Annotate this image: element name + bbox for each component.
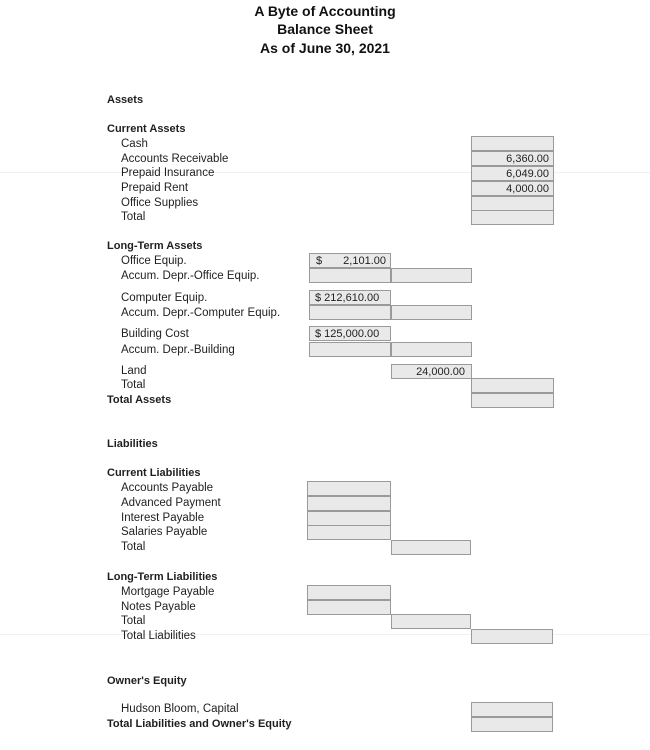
- total-liabilities-cell[interactable]: [471, 629, 553, 644]
- prepaid-rent-cell[interactable]: [471, 181, 554, 196]
- long-term-liabilities-heading: Long-Term Liabilities: [107, 571, 218, 583]
- long-term-liabilities-total-label: Total: [121, 615, 146, 627]
- current-liabilities-total-cell[interactable]: [391, 540, 471, 555]
- owners-equity-heading: Owner's Equity: [107, 675, 187, 687]
- interest-payable-cell[interactable]: [307, 511, 391, 526]
- office-equip-value: 2,101.00: [343, 255, 386, 267]
- statement-date: As of June 30, 2021: [260, 40, 390, 56]
- capital-cell[interactable]: [471, 702, 553, 717]
- advanced-payment-cell[interactable]: [307, 496, 391, 511]
- statement-title: Balance Sheet: [277, 21, 373, 37]
- accounts-receivable-value: 6,360.00: [506, 153, 549, 165]
- land-cell[interactable]: [391, 364, 472, 379]
- accounts-receivable-label: Accounts Receivable: [121, 153, 229, 165]
- notes-payable-label: Notes Payable: [121, 601, 196, 613]
- current-assets-total-cell[interactable]: [471, 210, 554, 225]
- prepaid-rent-label: Prepaid Rent: [121, 182, 189, 194]
- accum-depr-office-label: Accum. Depr.-Office Equip.: [121, 270, 260, 282]
- office-equip-cell[interactable]: [309, 253, 391, 268]
- notes-payable-cell[interactable]: [307, 600, 391, 615]
- prepaid-rent-value: 4,000.00: [506, 183, 549, 195]
- mortgage-payable-label: Mortgage Payable: [121, 586, 215, 598]
- computer-equip-cell[interactable]: [309, 290, 391, 305]
- prepaid-insurance-label: Prepaid Insurance: [121, 167, 215, 179]
- interest-payable-label: Interest Payable: [121, 512, 205, 524]
- long-term-assets-heading: Long-Term Assets: [107, 240, 203, 252]
- building-cost-value: $ 125,000.00: [315, 328, 380, 340]
- office-supplies-cell[interactable]: [471, 196, 554, 211]
- company-name: A Byte of Accounting: [254, 3, 396, 19]
- accum-depr-building-label: Accum. Depr.-Building: [121, 344, 235, 356]
- land-label: Land: [121, 365, 147, 377]
- liabilities-heading: Liabilities: [107, 438, 158, 450]
- accum-depr-office-cell[interactable]: [309, 268, 391, 283]
- prepaid-insurance-value: 6,049.00: [506, 168, 549, 180]
- office-equip-currency: $: [316, 255, 323, 267]
- total-liabilities-equity-cell[interactable]: [471, 717, 553, 732]
- current-liabilities-heading: Current Liabilities: [107, 467, 201, 479]
- office-equip-label: Office Equip.: [121, 255, 187, 267]
- long-term-liabilities-total-cell[interactable]: [391, 614, 471, 629]
- office-supplies-label: Office Supplies: [121, 197, 199, 209]
- total-liabilities-equity-label: Total Liabilities and Owner's Equity: [107, 718, 292, 730]
- mortgage-payable-cell[interactable]: [307, 585, 391, 600]
- computer-equip-net-cell[interactable]: [391, 305, 472, 320]
- current-assets-heading: Current Assets: [107, 123, 186, 135]
- building-cost-label: Building Cost: [121, 328, 189, 340]
- prepaid-insurance-cell[interactable]: [471, 166, 554, 181]
- current-liabilities-total-label: Total: [121, 541, 146, 553]
- long-term-assets-total-cell[interactable]: [471, 378, 554, 393]
- total-assets-cell[interactable]: [471, 393, 554, 408]
- accounts-receivable-cell[interactable]: [471, 151, 554, 166]
- accum-depr-computer-label: Accum. Depr.-Computer Equip.: [121, 307, 281, 319]
- long-term-assets-total-label: Total: [121, 379, 146, 391]
- building-net-cell[interactable]: [391, 342, 472, 357]
- cash-label: Cash: [121, 138, 148, 150]
- salaries-payable-label: Salaries Payable: [121, 526, 208, 538]
- computer-equip-value: $ 212,610.00: [315, 292, 380, 304]
- land-value: 24,000.00: [416, 366, 465, 378]
- accum-depr-building-cell[interactable]: [309, 342, 391, 357]
- current-assets-total-label: Total: [121, 211, 146, 223]
- building-cost-cell[interactable]: [309, 326, 391, 341]
- total-assets-label: Total Assets: [107, 394, 172, 406]
- advanced-payment-label: Advanced Payment: [121, 497, 221, 509]
- capital-label: Hudson Bloom, Capital: [121, 703, 239, 715]
- salaries-payable-cell[interactable]: [307, 525, 391, 540]
- accounts-payable-label: Accounts Payable: [121, 482, 214, 494]
- total-liabilities-label: Total Liabilities: [121, 630, 196, 642]
- office-equip-net-cell[interactable]: [391, 268, 472, 283]
- accum-depr-computer-cell[interactable]: [309, 305, 391, 320]
- accounts-payable-cell[interactable]: [307, 481, 391, 496]
- cash-cell[interactable]: [471, 136, 554, 151]
- assets-heading: Assets: [107, 94, 144, 106]
- computer-equip-label: Computer Equip.: [121, 292, 208, 304]
